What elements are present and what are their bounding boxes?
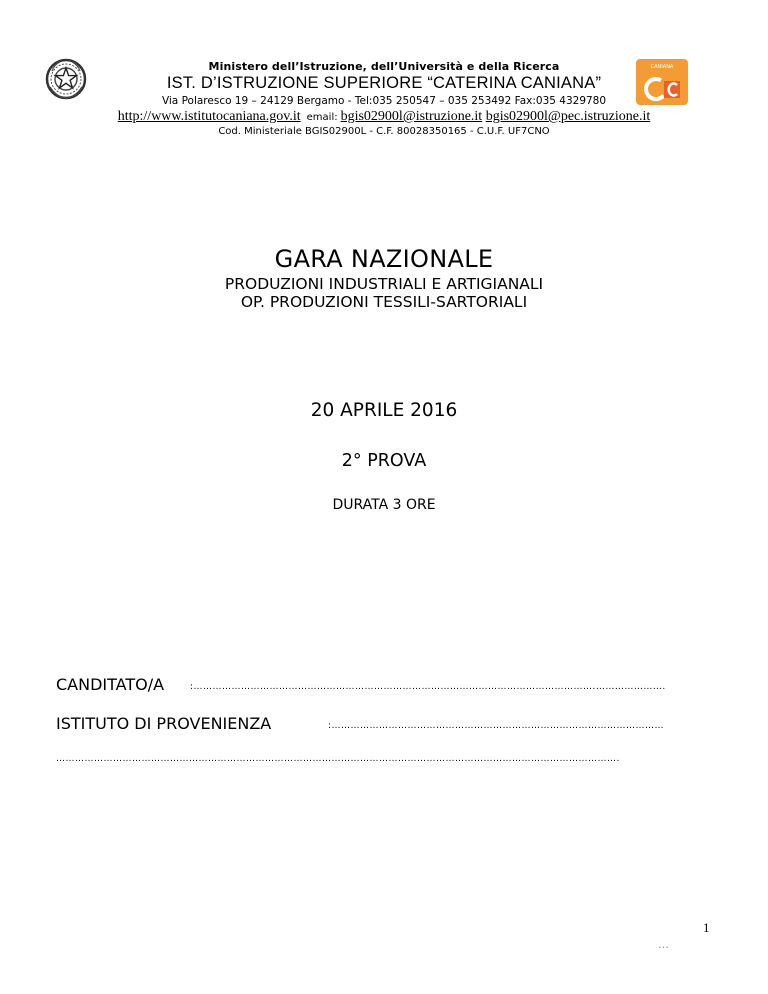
institute-field[interactable]: :…………………………………………………………………………………………… bbox=[328, 721, 665, 731]
school-address: Via Polaresco 19 – 24129 Bergamo - Tel:035 250547 – 035 253492 Fax:035 4329780 bbox=[161, 95, 607, 107]
footer-ellipsis: … bbox=[658, 938, 669, 951]
institute-field-continuation[interactable]: ……………………………………………………………………………………………………………………………………………………………. bbox=[56, 754, 620, 764]
school-codes: Cod. Ministeriale BGIS02900L - C.F. 80028350165 - C.U.F. UF7CNO bbox=[218, 126, 550, 137]
logo-text: CANIANA bbox=[650, 64, 674, 70]
subtitle-option: OP. PRODUZIONI TESSILI-SARTORIALI bbox=[240, 293, 528, 311]
subtitle-sector: PRODUZIONI INDUSTRIALI E ARTIGIANALI bbox=[224, 275, 544, 293]
exam-date: 20 APRILE 2016 bbox=[310, 400, 458, 421]
ministry-name: Ministero dell’Istruzione, dell’Università e della Ricerca bbox=[208, 60, 560, 73]
email-link[interactable]: bgis02900l@istruzione.it bbox=[340, 109, 483, 124]
email-label: email: bbox=[306, 112, 338, 123]
website-link[interactable]: http://www.istitutocaniana.gov.it bbox=[117, 109, 301, 124]
contact-line bbox=[0, 109, 768, 125]
candidate-field[interactable]: :……………………………………………………………………………………………………………….…………………. bbox=[190, 682, 666, 692]
exam-duration: DURATA 3 ORE bbox=[332, 497, 436, 513]
page-title: GARA NAZIONALE bbox=[274, 245, 494, 273]
page-number: 1 bbox=[703, 920, 710, 935]
pec-email-link[interactable]: bgis02900l@pec.istruzione.it bbox=[485, 109, 651, 124]
candidate-label: CANDITATO/A bbox=[56, 675, 165, 694]
institute-label: ISTITUTO DI PROVENIENZA bbox=[56, 714, 272, 733]
school-name: IST. D’ISTRUZIONE SUPERIORE “CATERINA CANIANA” bbox=[166, 74, 602, 92]
exam-test: 2° PROVA bbox=[341, 451, 427, 471]
